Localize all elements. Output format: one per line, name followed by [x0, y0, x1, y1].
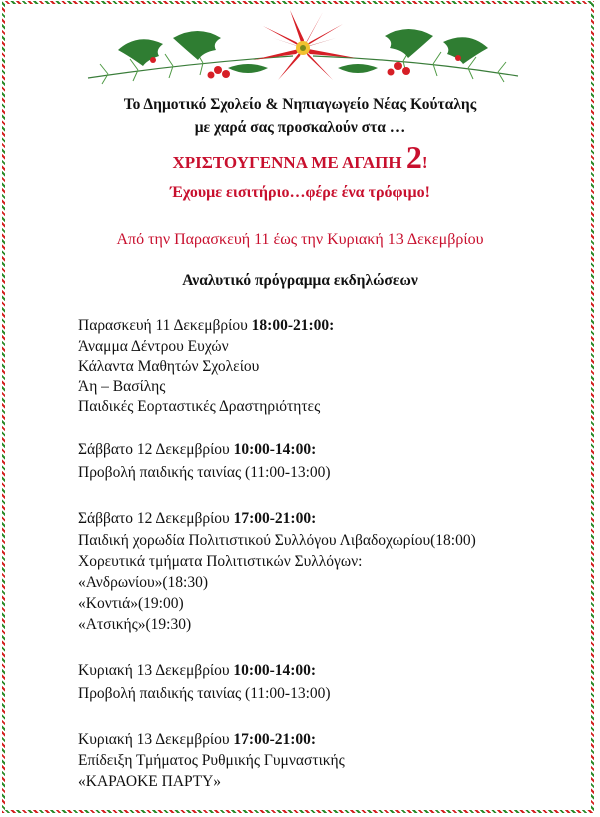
event-day-heading	[78, 731, 316, 749]
event-title-text: ΧΡΙΣΤΟΥΓΕΝΝΑ ΜΕ ΑΓΑΠΗ	[172, 153, 406, 172]
event-item: Άναμμα Δέντρου Ευχών	[78, 338, 229, 355]
event-time: 17:00-21:00:	[233, 510, 317, 527]
event-item: Προβολή παιδικής ταινίας (11:00-13:00)	[78, 464, 331, 481]
event-time: 18:00-21:00:	[251, 317, 335, 334]
event-day-heading	[78, 441, 316, 459]
event-day: Παρασκευή 11 Δεκεμβρίου	[78, 317, 252, 334]
event-item: Παιδικές Εορταστικές Δραστηριότητες	[78, 398, 321, 415]
event-item: Χορευτικά τμήματα Πολιτιστικών Συλλόγων:	[78, 553, 363, 570]
event-time: 10:00-14:00:	[233, 662, 317, 679]
event-day: Κυριακή 13 Δεκεμβρίου	[78, 662, 234, 679]
event-day-heading	[78, 510, 316, 528]
event-item: «Ανδρωνίου»(18:30)	[78, 574, 209, 591]
invitation-line-2: με χαρά σας προσκαλούν στα …	[194, 119, 406, 136]
event-item: Κάλαντα Μαθητών Σχολείου	[78, 358, 260, 375]
event-day-heading	[78, 317, 334, 335]
event-subtitle: Έχουμε εισιτήριο…φέρε ένα τρόφιμο!	[170, 184, 430, 201]
event-time: 10:00-14:00:	[233, 441, 317, 458]
event-item: «Κοντιά»(19:00)	[78, 595, 184, 612]
poinsettia-decoration-icon	[78, 8, 528, 94]
event-title-exclaim: !	[421, 153, 428, 172]
event-day-heading	[78, 662, 316, 680]
event-day: Σάββατο 12 Δεκεμβρίου	[78, 441, 234, 458]
event-time: 17:00-21:00:	[233, 731, 317, 748]
event-dates: Από την Παρασκευή 11 έως την Κυριακή 13 Δεκεμβρίου	[116, 231, 484, 248]
event-day: Κυριακή 13 Δεκεμβρίου	[78, 731, 234, 748]
event-item: «Ατσικής»(19:30)	[78, 616, 192, 633]
program-heading: Αναλυτικό πρόγραμμα εκδηλώσεων	[182, 272, 418, 289]
event-title	[0, 139, 600, 175]
event-item: Παιδική χορωδία Πολιτιστικού Συλλόγου Λιβαδοχωρίου(18:00)	[78, 532, 476, 549]
event-title-number: 2	[405, 139, 422, 175]
event-item: Προβολή παιδικής ταινίας (11:00-13:00)	[78, 685, 331, 702]
event-item: Επίδειξη Τμήματος Ρυθμικής Γυμναστικής	[78, 752, 345, 769]
event-item: «ΚΑΡΑΟΚΕ ΠΑΡΤΥ»	[78, 773, 222, 790]
invitation-line-1: Το Δημοτικό Σχολείο & Νηπιαγωγείο Νέας Κούταλης	[123, 96, 477, 113]
event-item: Άη – Βασίλης	[78, 378, 166, 395]
event-day: Σάββατο 12 Δεκεμβρίου	[78, 510, 234, 527]
